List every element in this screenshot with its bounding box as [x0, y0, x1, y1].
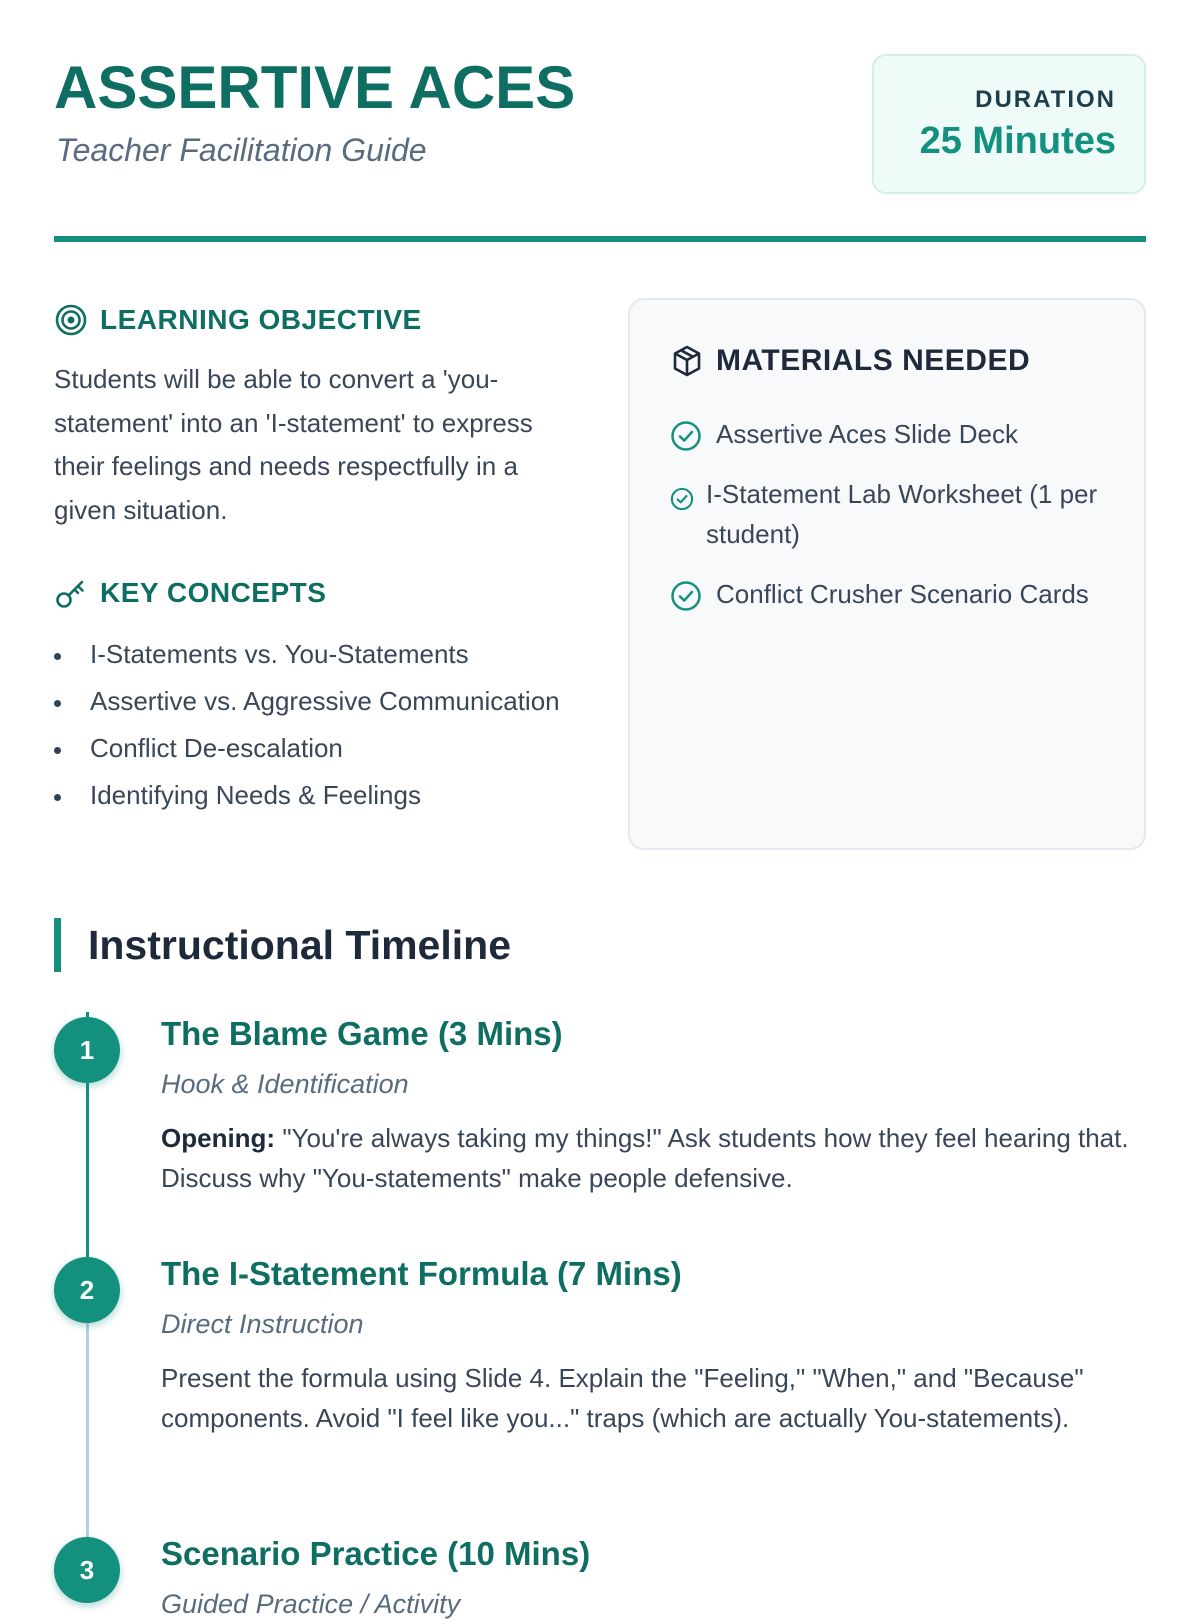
key-icon	[54, 576, 88, 610]
header-divider	[54, 236, 1146, 242]
step-description	[161, 1358, 1151, 1438]
concept-label: Identifying Needs & Feelings	[90, 780, 421, 810]
step-description	[161, 1118, 1161, 1198]
step-subtitle: Direct Instruction	[161, 1309, 364, 1339]
objective-heading	[54, 303, 422, 337]
step-lead-label: Opening:	[161, 1123, 276, 1153]
target-icon	[54, 303, 88, 337]
bullet-icon	[54, 794, 61, 801]
material-label: Conflict Crusher Scenario Cards	[716, 579, 1089, 609]
timeline-accent-bar	[54, 918, 61, 972]
step-number-badge: 2	[54, 1257, 120, 1323]
concepts-heading-text: KEY CONCEPTS	[100, 577, 327, 608]
package-icon	[670, 344, 704, 378]
materials-heading-text: MATERIALS NEEDED	[716, 344, 1031, 377]
concept-label: I-Statements vs. You-Statements	[90, 639, 469, 669]
list-item	[54, 775, 574, 815]
objective-text: Students will be able to convert a 'you-statement' into an 'I-statement' to express their feelings and needs respectfully in a given situation.	[54, 364, 533, 525]
step-subtitle: Hook & Identification	[161, 1069, 409, 1099]
bullet-icon	[54, 653, 61, 660]
material-label: I-Statement Lab Worksheet (1 per student)	[706, 479, 1098, 549]
check-circle-icon	[670, 482, 694, 522]
list-item	[54, 681, 574, 721]
concepts-heading	[54, 576, 326, 610]
step-title: The I-Statement Formula (7 Mins)	[161, 1255, 682, 1292]
list-item	[670, 574, 1110, 623]
duration-label: DURATION	[975, 86, 1116, 113]
step-subtitle: Guided Practice / Activity	[161, 1589, 461, 1619]
concept-label: Conflict De-escalation	[90, 733, 343, 763]
materials-heading	[670, 344, 1030, 378]
bullet-icon	[54, 747, 61, 754]
step-number-badge: 3	[54, 1537, 120, 1603]
check-circle-icon	[670, 420, 702, 463]
concepts-list	[54, 634, 574, 822]
step-title: The Blame Game (3 Mins)	[161, 1015, 563, 1052]
page-subtitle: Teacher Facilitation Guide	[56, 132, 427, 168]
step-title: Scenario Practice (10 Mins)	[161, 1535, 591, 1572]
list-item	[670, 414, 1110, 463]
list-item	[670, 474, 1110, 554]
timeline-heading: Instructional Timeline	[88, 922, 511, 968]
bullet-icon	[54, 700, 61, 707]
step-body-text: "You're always taking my things!" Ask students how they feel hearing that. Discuss why "You-statements" make people defensive.	[161, 1123, 1129, 1193]
objective-heading-text: LEARNING OBJECTIVE	[100, 304, 422, 335]
duration-value: 25 Minutes	[919, 120, 1116, 162]
concept-label: Assertive vs. Aggressive Communication	[90, 686, 560, 716]
material-label: Assertive Aces Slide Deck	[716, 419, 1019, 449]
step-body-text: Present the formula using Slide 4. Explain the "Feeling," "When," and "Because" components. Avoid "I feel like you..." traps (which are actually You-statements).	[161, 1363, 1084, 1433]
duration-badge	[872, 54, 1146, 194]
page-title: ASSERTIVE ACES	[54, 54, 576, 121]
list-item	[54, 634, 574, 674]
check-circle-icon	[670, 580, 702, 623]
step-number-badge: 1	[54, 1017, 120, 1083]
list-item	[54, 728, 574, 768]
